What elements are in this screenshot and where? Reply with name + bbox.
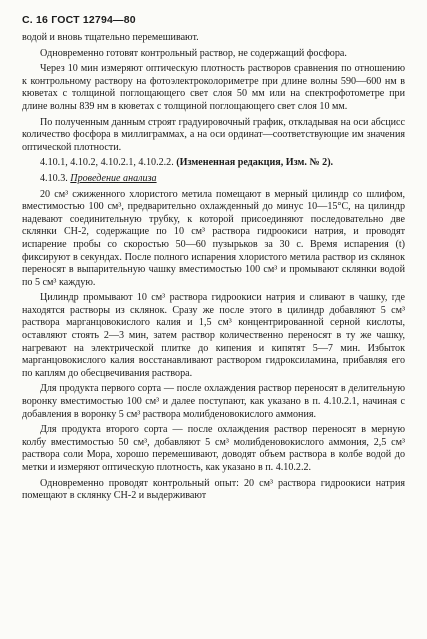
section-number: 4.10.3.	[40, 172, 68, 184]
page-header: С. 16 ГОСТ 12794—80	[22, 14, 136, 26]
paragraph-cylinder-rinse: Цилиндр промывают 10 см³ раствора гидроокиси натрия и сливают в чашку, где находятся растворы из склянок. Сразу же после этого в цилиндр добавляют 5 см³ раствора марганцовокислого калия и 1,5 см³ концентрированной серной кислоты, оставляют стоять 2—3 мин, затем раствор количественно переносят в ту же чашку, нагревают на электрической плитке до кипения и кипятят 5—7 мин. Избыток марганцовокислого калия восстанавливают раствором гидроксиламина, прибавляя его по каплям до обесцвечивания раствора.	[22, 292, 405, 379]
paragraph-calibration-graph: По полученным данным строят градуировочный график, откладывая на оси абсцисс количество фосфора в миллиграммах, а на оси ординат—соответствующие им значения оптической плотности.	[22, 116, 405, 153]
paragraph-control-experiment: Одновременно проводят контрольный опыт: 20 см³ раствора гидроокиси натрия помещают в склянку СН-2 и выдерживают	[22, 477, 405, 502]
section-heading	[22, 173, 405, 186]
paragraph-optical-measurement: Через 10 мин измеряют оптическую плотность растворов сравнения по отношению к контрольному раствору на фотоэлектроколориметре при длине волны 590—600 нм в кюветах с толщиной поглощающего свет слоя 50 мм или на спектрофотометре при длине волны 839 нм в кюветах с толщиной поглощающего свет слоя 10 мм.	[22, 63, 405, 112]
paragraph-sample-evaporation: 20 см³ сжиженного хлористого метила помещают в мерный цилиндр со шлифом, вместимостью 100 см³, предварительно охлажденный до минус 10—15°С, на цилиндр надевают соединительную трубку, к которой присоединяют последовательно две склянки СН-2, содержащие по 10 см³ раствора гидроокиси натрия, и проводят испарение пробы со скоростью 50—60 пузырьков за 30 с. Время испарения (t) фиксируют в секундах. После полного испарения хлористого метила раствор из склянок переносят в выпарительную чашку вместимостью 100 см³ и промывают склянки водой по 5 см³ каждую.	[22, 188, 405, 288]
paragraph-second-grade: Для продукта второго сорта — после охлаждения раствор переносят в мерную колбу вместимостью 50 см³, добавляют 5 см³ молибденовокислого аммония, 2,5 см³ раствора соли Мора, хорошо перемешивают, доводят объем раствора в колбе водой до метки и измеряют оптическую плотность, как указано в п. 4.10.2.2.	[22, 424, 405, 473]
paragraph-continuation: водой и вновь тщательно перемешивают.	[22, 32, 199, 43]
paragraph-amendment-note	[22, 157, 405, 170]
paragraph-first-grade: Для продукта первого сорта — после охлаждения раствор переносят в делительную воронку вместимостью 100 см³ и далее поступают, как указано в п. 4.10.2.1, начиная с добавления в воронку 5 см³ раствора молибденовокислого аммония.	[22, 383, 405, 420]
amendment-label: (Измененная редакция, Изм. № 2).	[176, 157, 334, 169]
section-title: Проведение анализа	[70, 172, 157, 184]
amendment-clauses: 4.10.1, 4.10.2, 4.10.2.1, 4.10.2.2.	[40, 157, 174, 169]
paragraph-control-solution: Одновременно готовят контрольный раствор, не содержащий фосфора.	[40, 47, 347, 59]
